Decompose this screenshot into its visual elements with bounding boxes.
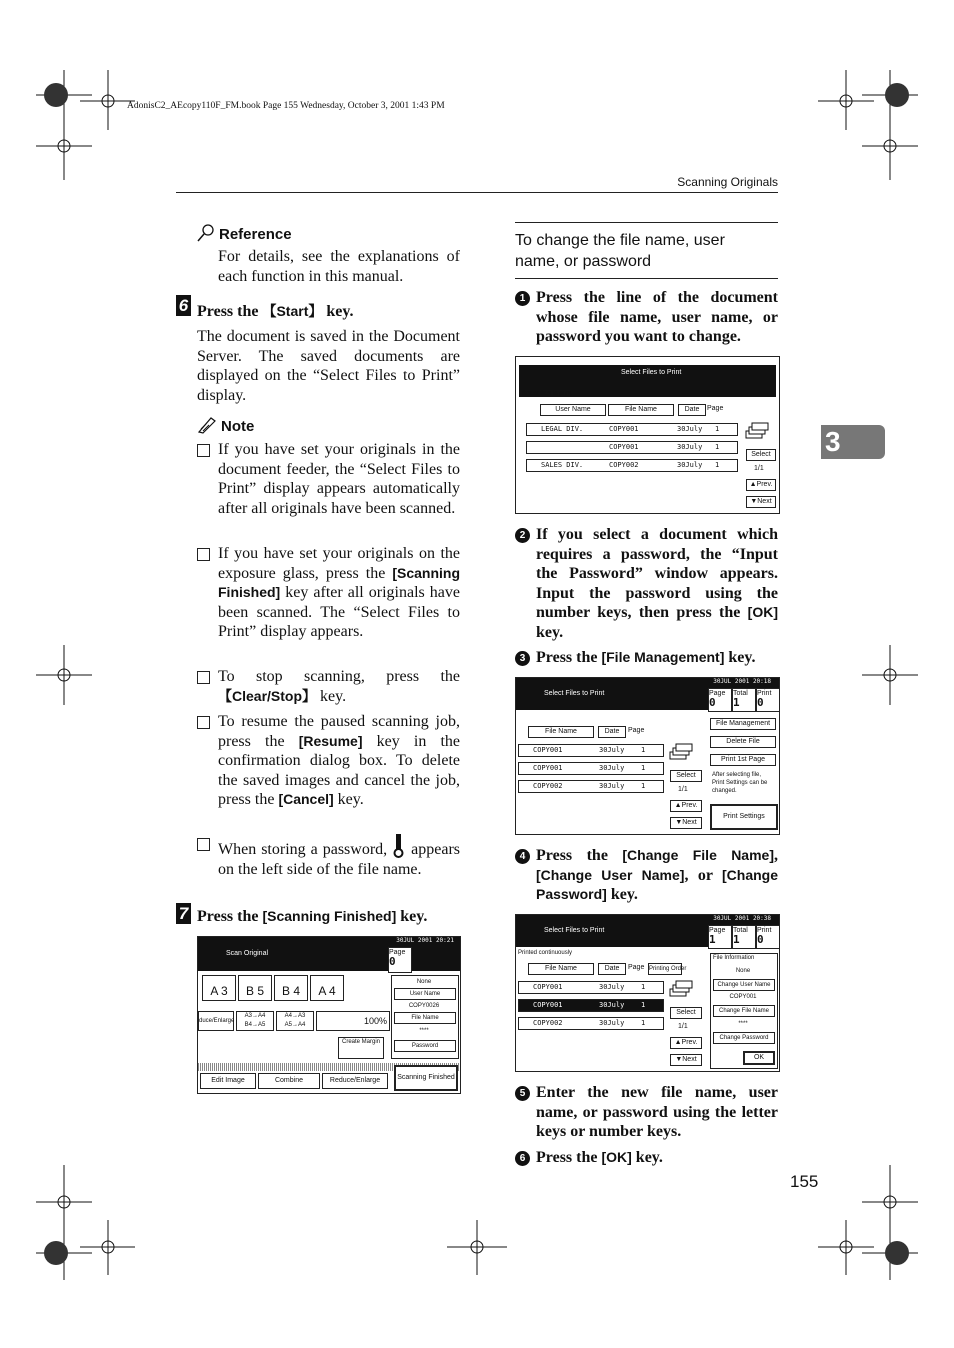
prev-button[interactable]: ▲Prev.	[670, 1037, 702, 1049]
table-row[interactable]: COPY001 30July 1	[518, 762, 664, 775]
note-1: If you have set your originals in the document feeder, the “Select Files to Print” display appears automatically after all originals have been scanned.	[218, 441, 460, 517]
screen-title: Select Files to Print	[544, 927, 605, 934]
change-password-button[interactable]: Change Password	[713, 1032, 775, 1044]
paper-b4-button[interactable]: B 4	[274, 975, 308, 1001]
create-margin-button[interactable]: Create Margin	[338, 1037, 384, 1059]
scanning-finished-button[interactable]: Scanning Finished	[394, 1065, 458, 1091]
table-row[interactable]: COPY001 30July 1	[518, 744, 664, 757]
change-user-name-button[interactable]: Change User Name	[713, 979, 775, 991]
sub-step-2-number: 2	[515, 528, 530, 543]
note-3: To stop scanning, press the 【Clear/Stop】 key.	[218, 668, 460, 705]
col-printing-order[interactable]: Printing Order	[648, 963, 682, 975]
info-password-value: ****	[713, 1019, 773, 1029]
subhead: To change the file name, user name, or password	[515, 232, 725, 270]
print-counter: Print 0	[756, 688, 780, 712]
sub-step-4-number: 4	[515, 849, 530, 864]
screen-label: Printed continuously	[518, 950, 573, 956]
total-counter: Total 1	[732, 688, 756, 712]
print-settings-button[interactable]: Print Settings	[710, 804, 778, 830]
total-counter: Total 1	[732, 925, 756, 949]
step-6-number: 6	[176, 295, 191, 316]
page-indicator: 1/1	[754, 465, 764, 472]
file-info-title: File Information	[713, 955, 755, 961]
table-row[interactable]: LEGAL DIV. COPY001 30July 1	[526, 423, 738, 436]
paper-a3-button[interactable]: A 3	[202, 975, 236, 1001]
col-file-name[interactable]: File Name	[528, 963, 594, 975]
magnifier-icon	[197, 224, 215, 242]
note-title: Note	[221, 418, 255, 435]
col-page: Page	[628, 727, 645, 734]
print-counter: Print 0	[756, 925, 780, 949]
page-counter: Page 0	[708, 688, 732, 712]
select-files-screen-2	[515, 677, 780, 835]
prev-button[interactable]: ▲Prev.	[670, 800, 702, 812]
document-stack-icon	[668, 977, 694, 1003]
ok-button[interactable]: OK	[743, 1051, 775, 1065]
document-stack-icon	[744, 419, 770, 445]
col-file-name[interactable]: File Name	[528, 726, 594, 738]
table-row[interactable]: SALES DIV. COPY002 30July 1	[526, 459, 738, 472]
reference-title: Reference	[219, 226, 292, 243]
step-6-body: The document is saved in the Document Server. The saved documents are displayed on the “Select Files to Print” display.	[197, 328, 460, 404]
prev-button[interactable]: ▲Prev.	[746, 479, 776, 491]
sub-step-5-text: Enter the new file name, user name, or password using the letter keys or number keys.	[536, 1084, 778, 1141]
select-files-screen-1	[515, 356, 780, 514]
chapter-tab: 3	[821, 425, 885, 459]
table-row[interactable]: COPY001 30July 1	[526, 441, 738, 454]
checkbox-icon	[197, 548, 210, 561]
sub-step-6-text: Press the [OK] key.	[536, 1149, 663, 1166]
screen-label: Select files to print.	[522, 391, 573, 397]
ratio-a3-a4-button[interactable]: A3→A4 B4→A5	[236, 1011, 274, 1031]
ratio-100-button[interactable]: 100%	[316, 1011, 390, 1031]
screen-title: Scan Original	[226, 950, 269, 957]
table-row[interactable]: COPY001 30July 1	[518, 981, 664, 994]
document-stack-icon	[668, 740, 694, 766]
col-page: Page	[707, 405, 724, 412]
sub-step-1-text: Press the line of the document whose file name, user name, or password you want to change.	[536, 289, 778, 346]
paper-b5-button[interactable]: B 5	[238, 975, 272, 1001]
col-date[interactable]: Date	[678, 404, 706, 416]
info-text: After selecting file, Print Settings can be changed.	[712, 772, 768, 794]
step-7-number: 7	[176, 903, 191, 924]
reduce-enlarge-button[interactable]: Reduce/Enlarge	[322, 1073, 388, 1089]
file-name-button[interactable]: File Name	[394, 1012, 456, 1024]
edit-image-button[interactable]: Edit Image	[200, 1073, 256, 1089]
reference-text: For details, see the explanations of each function in this manual.	[218, 248, 460, 285]
sub-step-2-text: If you select a document which requires a password, the “Input the Password” window appears. Input the password using the number keys, then press the [OK] key.	[536, 526, 778, 641]
reference-heading	[197, 224, 292, 244]
scan-original-screen	[197, 936, 461, 1094]
file-management-button[interactable]: File Management	[710, 718, 776, 730]
table-row[interactable]: COPY002 30July 1	[518, 1017, 664, 1030]
checkbox-icon	[197, 838, 210, 851]
print-first-page-button[interactable]: Print 1st Page	[710, 754, 776, 766]
note-5: When storing a password, appears on the left side of the file name.	[218, 834, 460, 879]
note-2: If you have set your originals on the exposure glass, press the [Scanning Finished] key after all originals have been scanned. The “Select Files to Print” display appears.	[218, 545, 460, 641]
col-date[interactable]: Date	[598, 963, 626, 975]
screen-date: 30JUL 2001 20:38	[713, 915, 771, 922]
select-files-screen-3	[515, 914, 780, 1072]
ratio-label: duce/Enlarge	[198, 1011, 234, 1031]
header-rule	[176, 192, 778, 193]
page-indicator: 1/1	[678, 1023, 688, 1030]
note-4: To resume the paused scanning job, press the [Resume] key in the confirmation dialog box. To delete the saved images and cancel the job, press the [Cancel] key.	[218, 713, 460, 809]
checkbox-icon	[197, 716, 210, 729]
sub-step-3-number: 3	[515, 651, 530, 666]
page-counter: Page 0	[388, 947, 412, 973]
screen-date: 30JUL 2001 20:21	[396, 937, 454, 944]
col-page: Page	[628, 964, 645, 971]
checkbox-icon	[197, 444, 210, 457]
key-icon	[392, 834, 406, 858]
select-button[interactable]: Select	[670, 1007, 702, 1019]
password-value: ****	[394, 1026, 454, 1036]
checkbox-icon	[197, 671, 210, 684]
pencil-icon	[197, 416, 217, 434]
change-file-name-button[interactable]: Change File Name	[713, 1005, 775, 1017]
ratio-a4-a3-button[interactable]: A4→A3 A5→A4	[276, 1011, 314, 1031]
select-button[interactable]: Select	[746, 449, 776, 461]
page-indicator: 1/1	[678, 786, 688, 793]
subhead-top-rule	[515, 222, 778, 223]
paper-a4-button[interactable]: A 4	[310, 975, 344, 1001]
sub-step-6-number: 6	[515, 1151, 530, 1166]
subhead-bottom-rule	[515, 278, 778, 279]
password-button[interactable]: Password	[394, 1040, 456, 1052]
select-button[interactable]: Select	[670, 770, 702, 782]
table-row[interactable]: COPY002 30July 1	[518, 780, 664, 793]
user-name-button[interactable]: User Name	[394, 988, 456, 1000]
step-7-title: Press the [Scanning Finished] key.	[197, 908, 428, 925]
info-none: None	[394, 977, 454, 987]
combine-button[interactable]: Combine	[258, 1073, 320, 1089]
delete-file-button[interactable]: Delete File	[710, 736, 776, 748]
next-button[interactable]: ▼Next	[670, 1054, 702, 1066]
next-button[interactable]: ▼Next	[746, 496, 776, 508]
table-row-selected[interactable]: COPY001 30July 1	[518, 999, 664, 1012]
book-info-line: AdonisC2_AEcopy110F_FM.book Page 155 Wednesday, October 3, 2001 1:43 PM	[127, 101, 445, 111]
right-panel	[391, 975, 459, 1059]
step-6-title: Press the 【Start】 key.	[197, 303, 354, 320]
running-header: Scanning Originals	[677, 175, 778, 189]
note-heading	[197, 416, 254, 436]
sub-step-4-text: Press the [Change File Name], [Change User Name], or [Change Password] key.	[536, 847, 779, 904]
sub-step-1-number: 1	[515, 291, 530, 306]
screen-title: Select Files to Print	[621, 369, 682, 376]
page-counter: Page 1	[708, 925, 732, 949]
col-user-name[interactable]: User Name	[540, 404, 606, 416]
col-date[interactable]: Date	[598, 726, 626, 738]
sub-step-5-number: 5	[515, 1086, 530, 1101]
screen-date: 30JUL 2001 20:18	[713, 678, 771, 685]
page-number: 155	[790, 1172, 819, 1191]
sub-step-3-text: Press the [File Management] key.	[536, 649, 756, 666]
file-information-panel	[710, 953, 778, 1069]
info-file-value: COPY001	[713, 992, 773, 1002]
file-name-value: COPY0026	[394, 1001, 454, 1011]
next-button[interactable]: ▼Next	[670, 817, 702, 829]
col-file-name[interactable]: File Name	[608, 404, 674, 416]
screen-title: Select Files to Print	[544, 690, 605, 697]
info-user-value: None	[713, 966, 773, 976]
